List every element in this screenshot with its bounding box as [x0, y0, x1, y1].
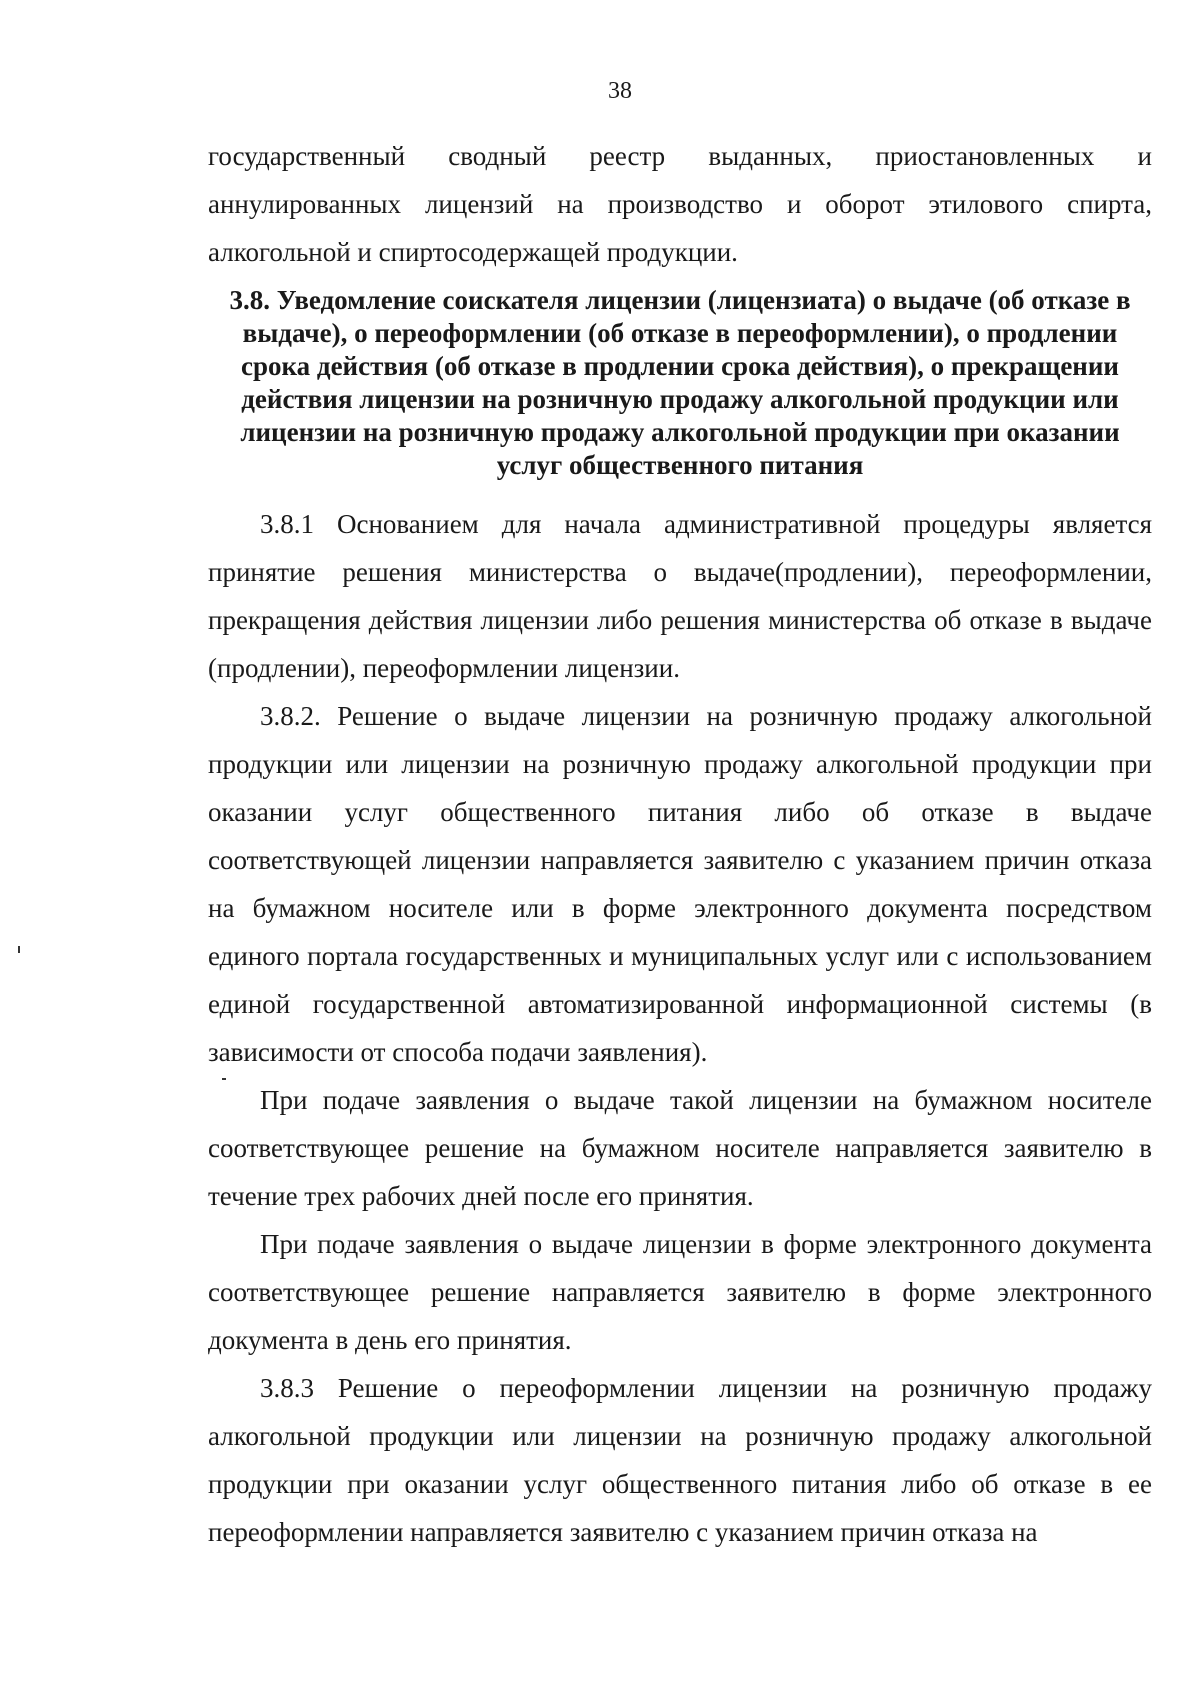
- paragraph-3-8-2: 3.8.2. Решение о выдаче лицензии на розничную продажу алкогольной продукции или лицензии на розничную продажу алкогольной продукции при оказании услуг общественного питания либо об отказе в выдаче соответствующей лицензии направляется заявителю с указанием причин отказа на бумажном носителе или в форме электронного документа посредством единого портала государственных и муниципальных услуг или с использованием единой государственной автоматизированной информационной системы (в зависимости от способа подачи заявления).: [208, 701, 1152, 1067]
- scan-speck: [222, 1078, 226, 1080]
- intro-paragraph: государственный сводный реестр выданных, приостановленных и аннулированных лицензий на производство и оборот этилового спирта, алкогольной и спиртосодержащей продукции.: [208, 141, 1152, 267]
- document-body: [208, 132, 1152, 1556]
- paragraph-3-8-1: 3.8.1 Основанием для начала административной процедуры является принятие решения министерства о выдаче(продлении), переоформлении, прекращения действия лицензии либо решения министерства об отказе в выдаче (продлении), переоформлении лицензии.: [208, 509, 1152, 683]
- paragraph-paper-application: При подаче заявления о выдаче такой лицензии на бумажном носителе соответствующее решение на бумажном носителе направляется заявителю в течение трех рабочих дней после его принятия.: [208, 1085, 1152, 1211]
- scan-speck: [18, 946, 20, 953]
- paragraph-3-8-3: 3.8.3 Решение о переоформлении лицензии на розничную продажу алкогольной продукции или лицензии на розничную продажу алкогольной продукции при оказании услуг общественного питания либо об отказе в ее переоформлении направляется заявителю с указанием причин отказа на: [208, 1373, 1152, 1547]
- section-heading: 3.8. Уведомление соискателя лицензии (лицензиата) о выдаче (об отказе в выдаче), о переоформлении (об отказе в переоформлении), о продлении срока действия (об отказе в продлении срока действия), о прекращении действия лицензии на розничную продажу алкогольной продукции или лицензии на розничную продажу алкогольной продукции при оказании услуг общественного питания: [229, 285, 1131, 480]
- paragraph-electronic-application: При подаче заявления о выдаче лицензии в форме электронного документа соответствующее решение направляется заявителю в форме электронного документа в день его принятия.: [208, 1229, 1152, 1355]
- page-number: 38: [608, 78, 632, 104]
